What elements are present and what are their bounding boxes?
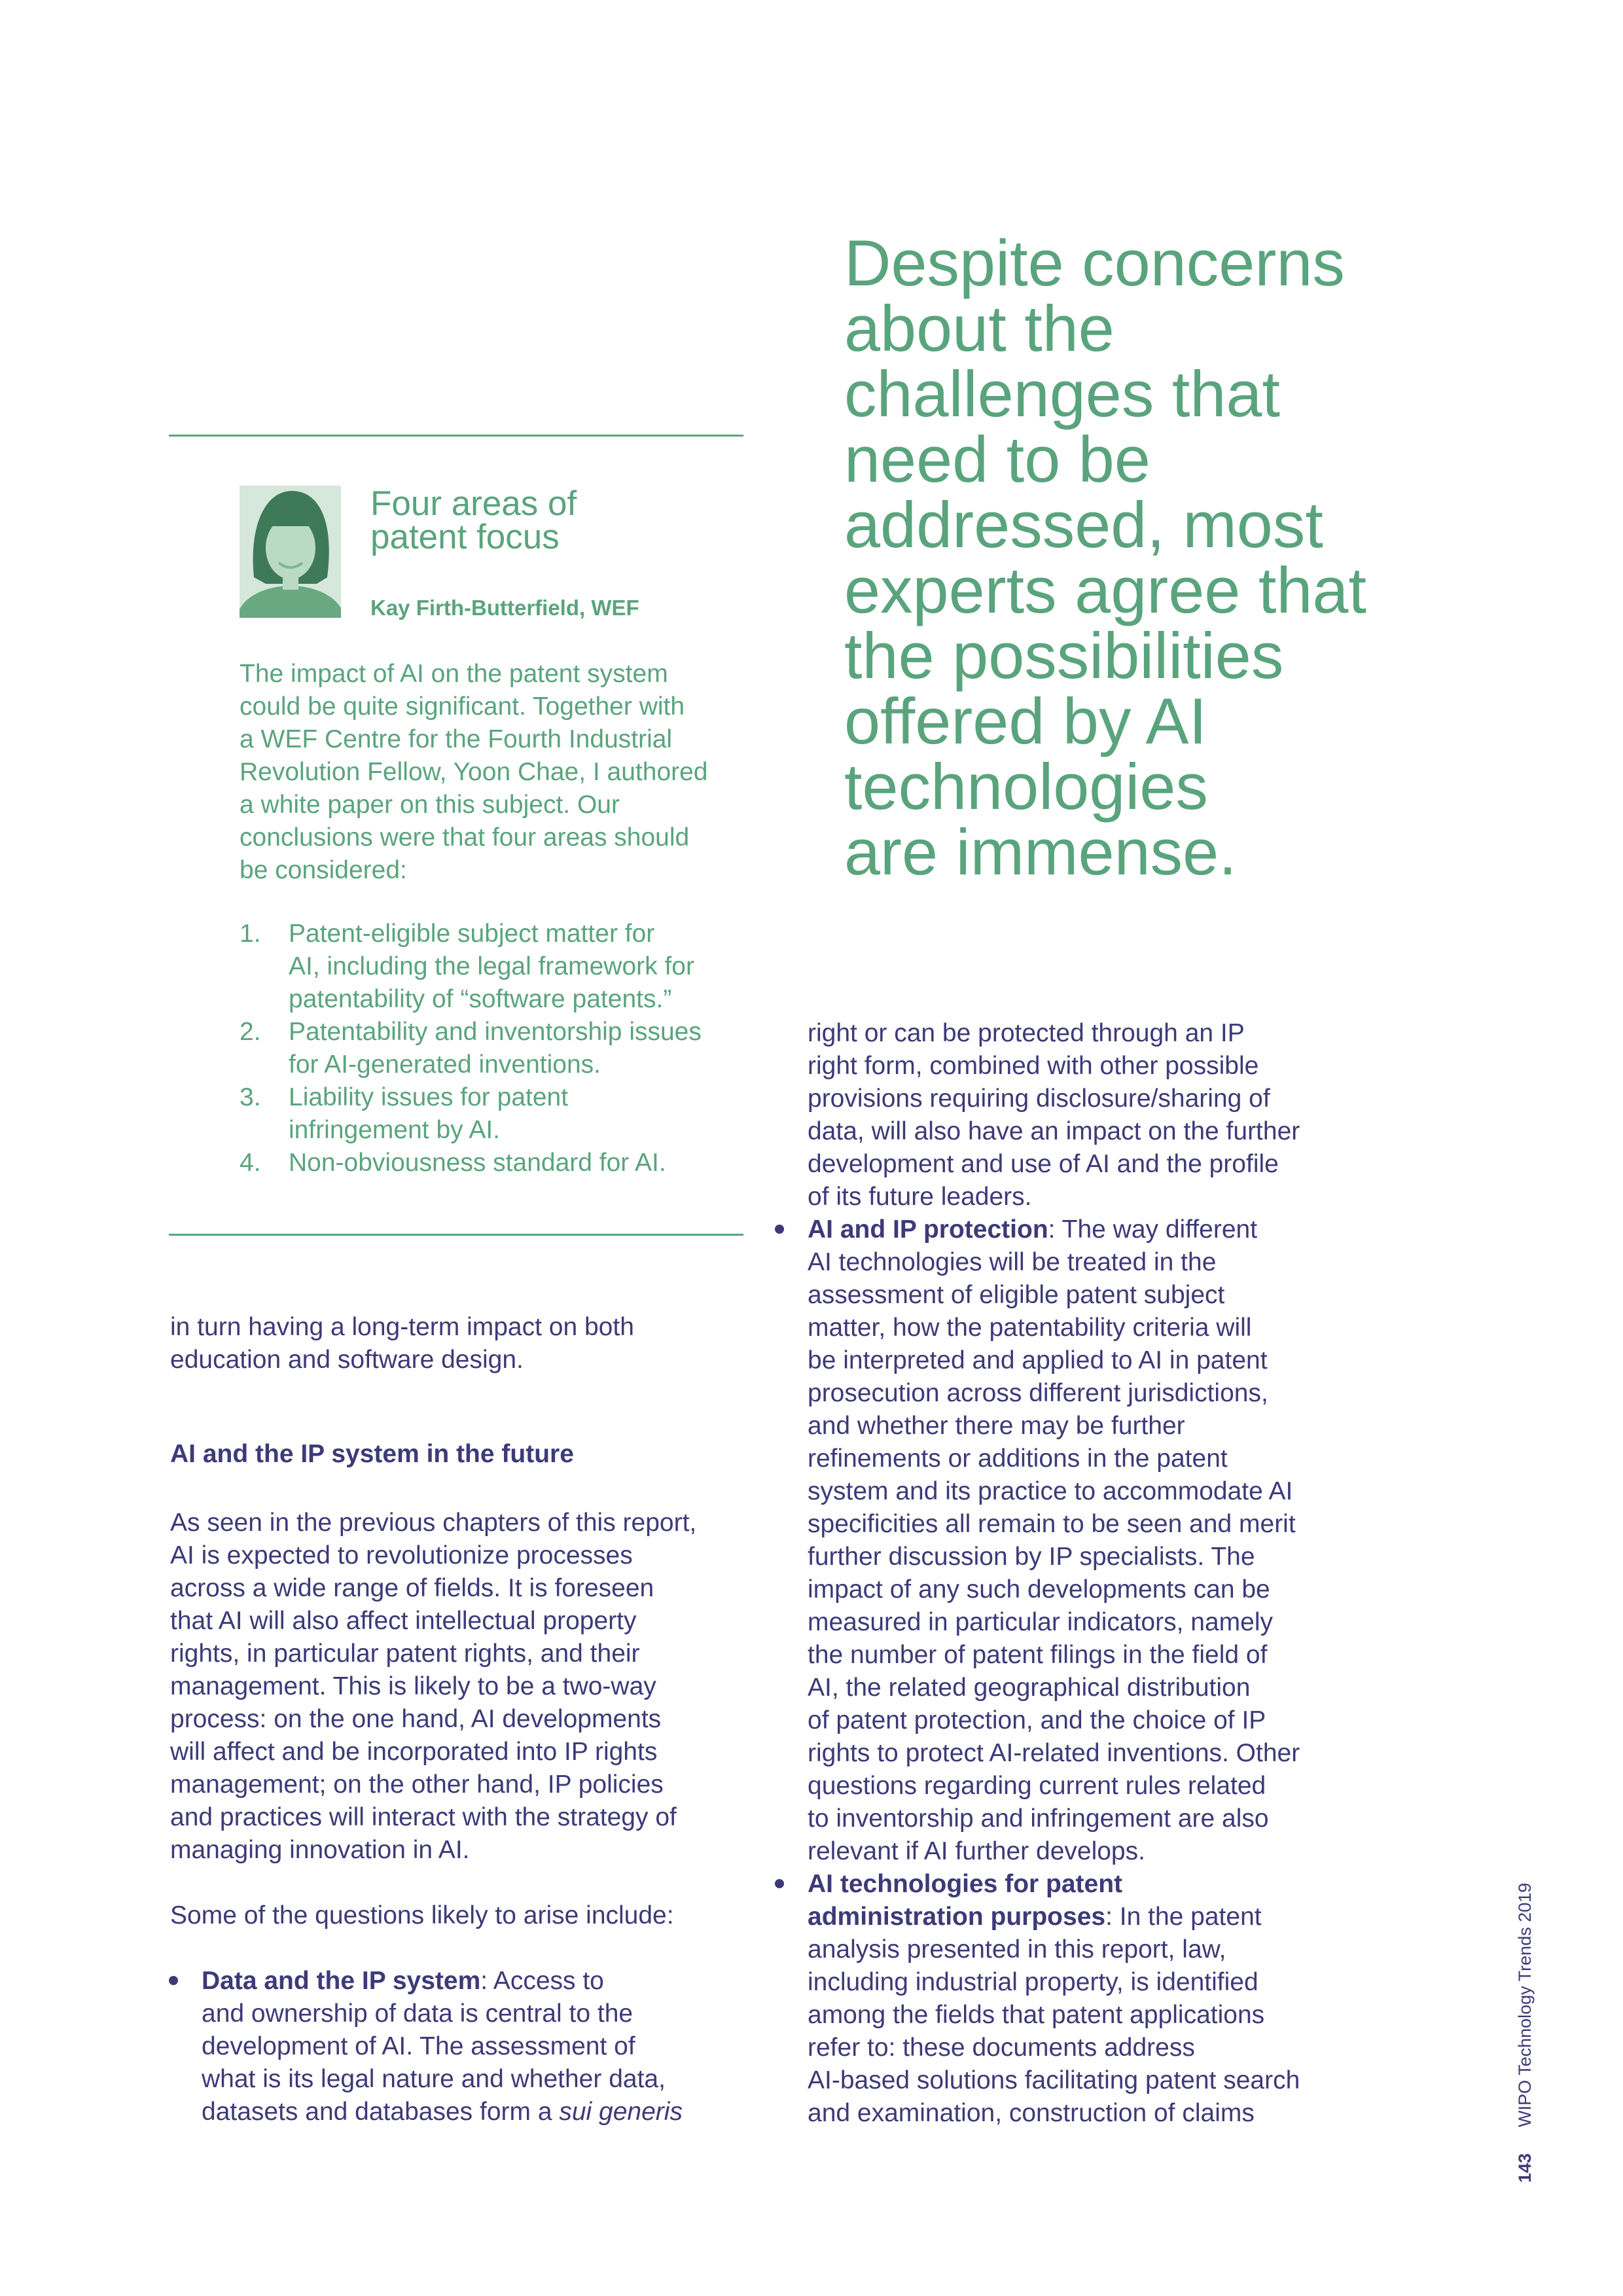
- body-line: the number of patent filings in the field of: [808, 1641, 1268, 1669]
- body-line: development and use of AI and the profile: [808, 1150, 1279, 1178]
- body-line: management; on the other hand, IP policies: [170, 1770, 664, 1799]
- box-list-item: [240, 918, 763, 1016]
- box-list-line: AI, including the legal framework for: [289, 952, 694, 980]
- body-line: management. This is likely to be a two-way: [170, 1672, 656, 1700]
- body-line: managing innovation in AI.: [170, 1836, 470, 1864]
- body-line: right form, combined with other possible: [808, 1052, 1259, 1080]
- bullet-dot-icon: [166, 1965, 202, 2128]
- box-title: [370, 484, 698, 556]
- body-line: system and its practice to accommodate AI: [808, 1477, 1293, 1505]
- bullet-ai-patent-administration: [772, 1868, 1300, 2130]
- box-title-line: Four areas of: [370, 484, 577, 523]
- box-title-line: patent focus: [370, 518, 560, 556]
- box-list-line: Non-obviousness standard for AI.: [289, 1149, 666, 1177]
- box-intro-line: Revolution Fellow, Yoon Chae, I authored: [240, 758, 708, 786]
- box-list-number: 4.: [240, 1149, 261, 1177]
- section-heading: AI and the IP system in the future: [170, 1440, 574, 1468]
- author-portrait: [240, 486, 341, 618]
- body-line: development of AI. The assessment of: [202, 2032, 635, 2060]
- bullet-dot-icon: [772, 1868, 808, 2130]
- bullet-text: AI technologies for patent administration purposes: In the patent analysis presented in this report, law, including industrial property, is identified among the fields that patent applications refer to: these documents address AI-based solutions facilitating patent search and examination, construction of claims: [808, 1868, 1300, 2130]
- body-line: As seen in the previous chapters of this report,: [170, 1509, 697, 1537]
- body-line: and practices will interact with the strategy of: [170, 1803, 677, 1831]
- box-list-item: [240, 1016, 763, 1081]
- body-line: and ownership of data is central to the: [202, 2000, 633, 2028]
- pull-quote-line: experts agree that: [844, 554, 1366, 626]
- page-number: 143: [1515, 2153, 1535, 2183]
- box-intro-line: The impact of AI on the patent system: [240, 660, 668, 688]
- body-line: of patent protection, and the choice of IP: [808, 1706, 1266, 1734]
- pull-quote-line: need to be: [844, 423, 1150, 495]
- box-intro-line: could be quite significant. Together with: [240, 692, 685, 721]
- pull-quote: [844, 226, 1499, 888]
- body-line: specificities all remain to be seen and merit: [808, 1510, 1296, 1538]
- body-line: further discussion by IP specialists. The: [808, 1543, 1255, 1571]
- box-bottom-rule: [169, 1234, 743, 1236]
- pull-quote-line: challenges that: [844, 357, 1280, 430]
- box-list-item: [240, 1147, 763, 1179]
- pull-quote-line: the possibilities: [844, 619, 1284, 692]
- box-intro-line: be considered:: [240, 856, 407, 884]
- box-list-number: 1.: [240, 920, 261, 948]
- body-line: and examination, construction of claims: [808, 2099, 1255, 2127]
- body-line: education and software design.: [170, 1346, 524, 1374]
- body-line: AI technologies will be treated in the: [808, 1248, 1217, 1276]
- body-line: refer to: these documents address: [808, 2034, 1195, 2062]
- body-line: be interpreted and applied to AI in patent: [808, 1346, 1268, 1374]
- body-line: measured in particular indicators, namely: [808, 1608, 1273, 1636]
- body-line: that AI will also affect intellectual property: [170, 1607, 637, 1635]
- bullet-data-ip-system: [166, 1965, 683, 2128]
- body-line: provisions requiring disclosure/sharing of: [808, 1085, 1270, 1113]
- box-list-line: Liability issues for patent: [289, 1083, 569, 1111]
- body-line: in turn having a long-term impact on both: [170, 1313, 634, 1341]
- box-list-number: 3.: [240, 1083, 261, 1111]
- pull-quote-line: technologies: [844, 750, 1208, 823]
- right-continuation-text: [808, 1017, 1300, 1213]
- pull-quote-line: addressed, most: [844, 488, 1323, 561]
- box-list-line: Patent-eligible subject matter for: [289, 920, 655, 948]
- pull-quote-line: offered by AI: [844, 685, 1207, 757]
- body-line: will affect and be incorporated into IP rights: [170, 1738, 658, 1766]
- box-focus-list: [240, 918, 763, 1179]
- box-list-line: Patentability and inventorship issues: [289, 1018, 702, 1046]
- body-line: analysis presented in this report, law,: [808, 1935, 1226, 1964]
- box-list-line: patentability of “software patents.”: [289, 985, 672, 1013]
- body-line: including industrial property, is identified: [808, 1968, 1258, 1996]
- body-line: right or can be protected through an IP: [808, 1019, 1245, 1047]
- bullet-text: AI and IP protection: The way different AI technologies will be treated in the assessment of eligible patent subject matter, how the patentability criteria will be interpreted and applied to AI in patent prosecution across different jurisdictions, and whether there may be further refinements or additions in the patent system and its practice to accommodate AI specificities all remain to be seen and merit further discussion by IP specialists. The impact of any such developments can be measured in particular indicators, namely the number of patent filings in the field of AI, the related geographical distribution of patent protection, and the choice of IP rights to protect AI-related inventions. Other questions regarding current rules related to inventorship and infringement are also relevant if AI further develops.: [808, 1213, 1300, 1868]
- body-line: of its future leaders.: [808, 1183, 1032, 1211]
- body-line: refinements or additions in the patent: [808, 1444, 1228, 1473]
- body-line: prosecution across different jurisdictions,: [808, 1379, 1268, 1407]
- body-line: rights to protect AI-related inventions. Other: [808, 1739, 1300, 1767]
- body-line: questions regarding current rules related: [808, 1772, 1266, 1800]
- page-footer: [1515, 1882, 1554, 2189]
- publication-title: WIPO Technology Trends 2019: [1515, 1882, 1535, 2127]
- box-author: Kay Firth-Butterfield, WEF: [370, 596, 639, 620]
- box-intro-line: a WEF Centre for the Fourth Industrial: [240, 725, 673, 753]
- body-line: AI-based solutions facilitating patent search: [808, 2066, 1300, 2094]
- pull-quote-line: are immense.: [844, 816, 1237, 888]
- box-list-line: for AI-generated inventions.: [289, 1050, 601, 1079]
- box-intro-line: a white paper on this subject. Our: [240, 791, 620, 819]
- box-intro: [240, 658, 750, 887]
- bullet-ai-ip-protection: [772, 1213, 1300, 1868]
- body-line: AI is expected to revolutionize processes: [170, 1541, 633, 1570]
- body-line: what is its legal nature and whether data,: [202, 2065, 666, 2093]
- body-line: across a wide range of fields. It is foreseen: [170, 1574, 654, 1602]
- body-line: assessment of eligible patent subject: [808, 1281, 1225, 1309]
- paragraph-questions: Some of the questions likely to arise include:: [170, 1901, 674, 1929]
- body-line: relevant if AI further develops.: [808, 1837, 1145, 1865]
- pull-quote-line: Despite concerns: [844, 226, 1345, 299]
- body-line: impact of any such developments can be: [808, 1575, 1270, 1604]
- body-line: AI, the related geographical distribution: [808, 1674, 1251, 1702]
- portrait-illustration: [240, 486, 341, 618]
- paragraph-ip-system: [170, 1507, 696, 1867]
- body-line: rights, in particular patent rights, and their: [170, 1640, 640, 1668]
- box-intro-line: conclusions were that four areas should: [240, 823, 690, 852]
- bullet-text: Data and the IP system: Access to and ownership of data is central to the development of AI. The assessment of what is its legal nature and whether data, datasets and databases form a sui generis: [202, 1967, 683, 2126]
- body-line: matter, how the patentability criteria will: [808, 1314, 1252, 1342]
- body-line: data, will also have an impact on the further: [808, 1117, 1300, 1145]
- box-list-line: infringement by AI.: [289, 1116, 501, 1144]
- left-continuation-text: [170, 1311, 634, 1376]
- body-line: and whether there may be further: [808, 1412, 1185, 1440]
- box-top-rule: [169, 435, 743, 437]
- box-list-item: [240, 1081, 763, 1147]
- body-line: process: on the one hand, AI developments: [170, 1705, 662, 1733]
- pull-quote-line: about the: [844, 292, 1115, 365]
- body-line: among the fields that patent applications: [808, 2001, 1265, 2029]
- body-line: to inventorship and infringement are also: [808, 1804, 1269, 1833]
- box-list-number: 2.: [240, 1018, 261, 1046]
- bullet-dot-icon: [772, 1213, 808, 1868]
